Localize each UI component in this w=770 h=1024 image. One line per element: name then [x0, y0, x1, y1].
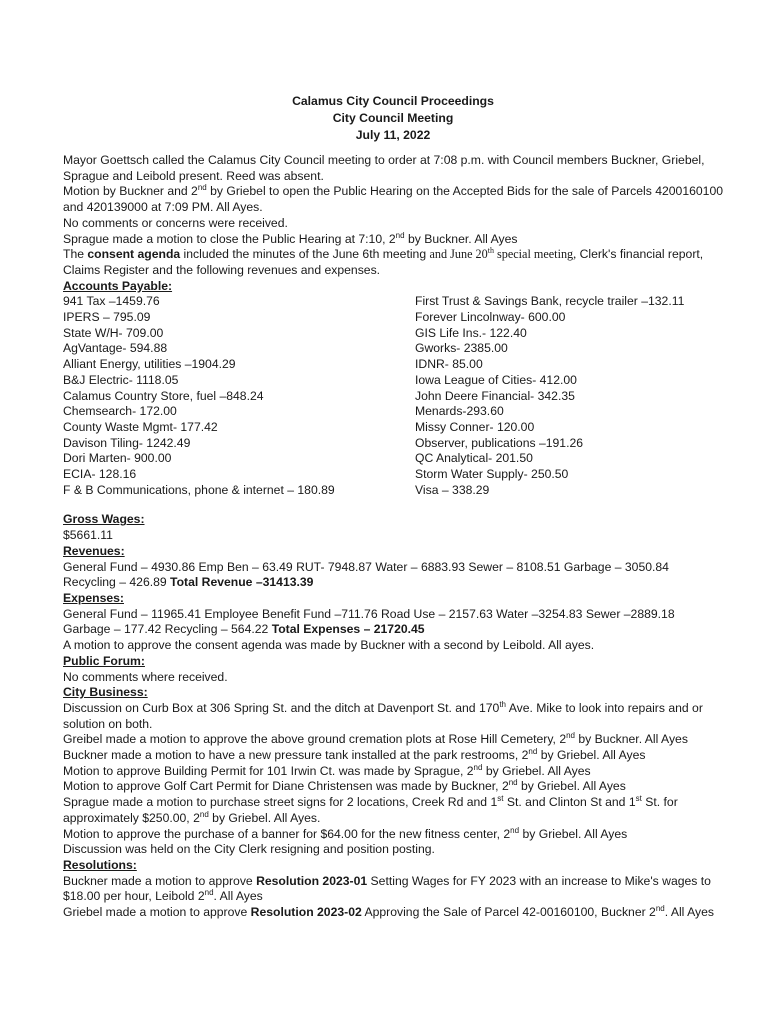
- revenues-heading: Revenues:: [63, 543, 125, 558]
- consent-agenda-motion: A motion to approve the consent agenda was made by Buckner with a second by Leibold. All ayes.: [63, 638, 595, 653]
- total-revenue: Total Revenue –31413.39: [170, 575, 314, 590]
- revenues-paragraph: General Fund – 4930.86 Emp Ben – 63.49 RUT- 7948.87 Water – 6883.93 Sewer – 8108.51 Garbage – 3050.84 Recycling – 426.89 Total Revenue –31413.39: [63, 559, 669, 590]
- city-business-item: Motion to approve the purchase of a banner for $64.00 for the new fitness center, 2nd by Griebel. All Ayes: [63, 825, 628, 841]
- city-business-item: Motion to approve Golf Cart Permit for Diane Christensen was made by Buckner, 2nd by Griebel. All Ayes: [63, 778, 626, 794]
- list-item: State W/H- 709.00: [63, 325, 164, 340]
- list-item: Menards-293.60: [415, 404, 504, 419]
- list-item: B&J Electric- 1118.05: [63, 372, 179, 387]
- accounts-payable-list: [63, 294, 723, 498]
- city-business-item: Buckner made a motion to have a new pressure tank installed at the park restrooms, 2nd by Griebel. All Ayes: [63, 746, 646, 763]
- gross-wages-heading: Gross Wages:: [63, 512, 145, 527]
- expenses-heading: Expenses:: [63, 590, 124, 605]
- list-item: 941 Tax –1459.76: [63, 294, 160, 309]
- document-header: [63, 93, 723, 144]
- list-item: Missy Conner- 120.00: [415, 419, 535, 434]
- city-business-item: Discussion on Curb Box at 306 Spring St. and the ditch at Davenport St. and 170th Ave. Mike to look into repairs and or solution on both.: [63, 699, 703, 731]
- list-item: QC Analytical- 201.50: [415, 451, 533, 466]
- public-hearing-close-paragraph: Sprague made a motion to close the Public Hearing at 7:10, 2nd by Buckner. All Ayes: [63, 230, 518, 246]
- consent-agenda-paragraph: The consent agenda included the minutes of the June 6th meeting and June 20th special meeting, Clerk's financial report, Claims Register and the following revenues and expenses.: [63, 246, 704, 277]
- city-business-item: Sprague made a motion to purchase street signs for 2 locations, Creek Rd and 1st St. and Clinton St and 1st St. for approximately $250.00, 2nd by Griebel. All Ayes.: [63, 794, 678, 825]
- list-item: Visa – 338.29: [415, 482, 490, 497]
- public-forum-heading: Public Forum:: [63, 653, 145, 668]
- list-item: Forever Lincolnway- 600.00: [415, 310, 566, 325]
- section-spacer: [63, 498, 723, 512]
- list-item: Calamus Country Store, fuel –848.24: [63, 388, 264, 403]
- document-subtitle: City Council Meeting: [332, 111, 454, 125]
- city-business-heading: City Business:: [63, 685, 148, 700]
- accounts-payable-left-column: [63, 294, 415, 498]
- resolutions-heading: Resolutions:: [63, 857, 137, 872]
- list-item: First Trust & Savings Bank, recycle trailer –132.11: [415, 294, 685, 309]
- list-item: Observer, publications –191.26: [415, 435, 584, 450]
- list-item: Storm Water Supply- 250.50: [415, 467, 569, 482]
- list-item: AgVantage- 594.88: [63, 341, 168, 356]
- list-item: Chemsearch- 172.00: [63, 404, 177, 419]
- list-item: IPERS – 795.09: [63, 310, 151, 325]
- list-item: Gworks- 2385.00: [415, 341, 508, 356]
- list-item: F & B Communications, phone & internet – 180.89: [63, 482, 335, 497]
- public-hearing-open-paragraph: Motion by Buckner and 2nd by Griebel to open the Public Hearing on the Accepted Bids for the sale of Parcels 4200160100 and 420139000 at 7:09 PM. All Ayes.: [63, 183, 724, 215]
- list-item: ECIA- 128.16: [63, 467, 137, 482]
- meeting-date: July 11, 2022: [355, 128, 431, 142]
- expenses-paragraph: General Fund – 11965.41 Employee Benefit Fund –711.76 Road Use – 2157.63 Water –3254.83 Sewer –2889.18 Garbage – 177.42 Recycling – 564.22 Total Expenses – 21720.45: [63, 606, 675, 637]
- no-comments-paragraph: No comments or concerns were received.: [63, 215, 288, 230]
- list-item: IDNR- 85.00: [415, 357, 483, 372]
- total-expenses: Total Expenses – 21720.45: [271, 622, 425, 637]
- accounts-payable-right-column: [415, 294, 723, 498]
- list-item: GIS Life Ins.- 122.40: [415, 325, 527, 340]
- city-business-item: Greibel made a motion to approve the above ground cremation plots at Rose Hill Cemetery, 2nd by Buckner. All Ayes: [63, 731, 688, 747]
- call-to-order-paragraph: Mayor Goettsch called the Calamus City Council meeting to order at 7:08 p.m. with Council members Buckner, Griebel, Sprague and Leibold present. Reed was absent.: [63, 153, 705, 183]
- document-title: Calamus City Council Proceedings: [292, 94, 494, 108]
- accounts-payable-heading: Accounts Payable:: [63, 278, 173, 293]
- list-item: John Deere Financial- 342.35: [415, 388, 575, 403]
- list-item: Iowa League of Cities- 412.00: [415, 372, 577, 387]
- list-item: Davison Tiling- 1242.49: [63, 435, 191, 450]
- resolution-item: Griebel made a motion to approve Resolution 2023-02 Approving the Sale of Parcel 42-00160100, Buckner 2nd. All Ayes: [63, 903, 714, 920]
- gross-wages-value: $5661.11: [63, 528, 113, 543]
- document-page: [63, 93, 723, 921]
- list-item: Dori Marten- 900.00: [63, 451, 172, 466]
- list-item: County Waste Mgmt- 177.42: [63, 419, 218, 434]
- city-business-item: Motion to approve Building Permit for 101 Irwin Ct. was made by Sprague, 2nd by Griebel. All Ayes: [63, 762, 591, 778]
- list-item: Alliant Energy, utilities –1904.29: [63, 357, 236, 372]
- resolution-item: Buckner made a motion to approve Resolution 2023-01 Setting Wages for FY 2023 with an increase to Mike's wages to $18.00 per hour, Leibold 2nd. All Ayes: [63, 873, 711, 904]
- city-business-item: Discussion was held on the City Clerk resigning and position posting.: [63, 842, 435, 857]
- public-forum-text: No comments where received.: [63, 669, 228, 684]
